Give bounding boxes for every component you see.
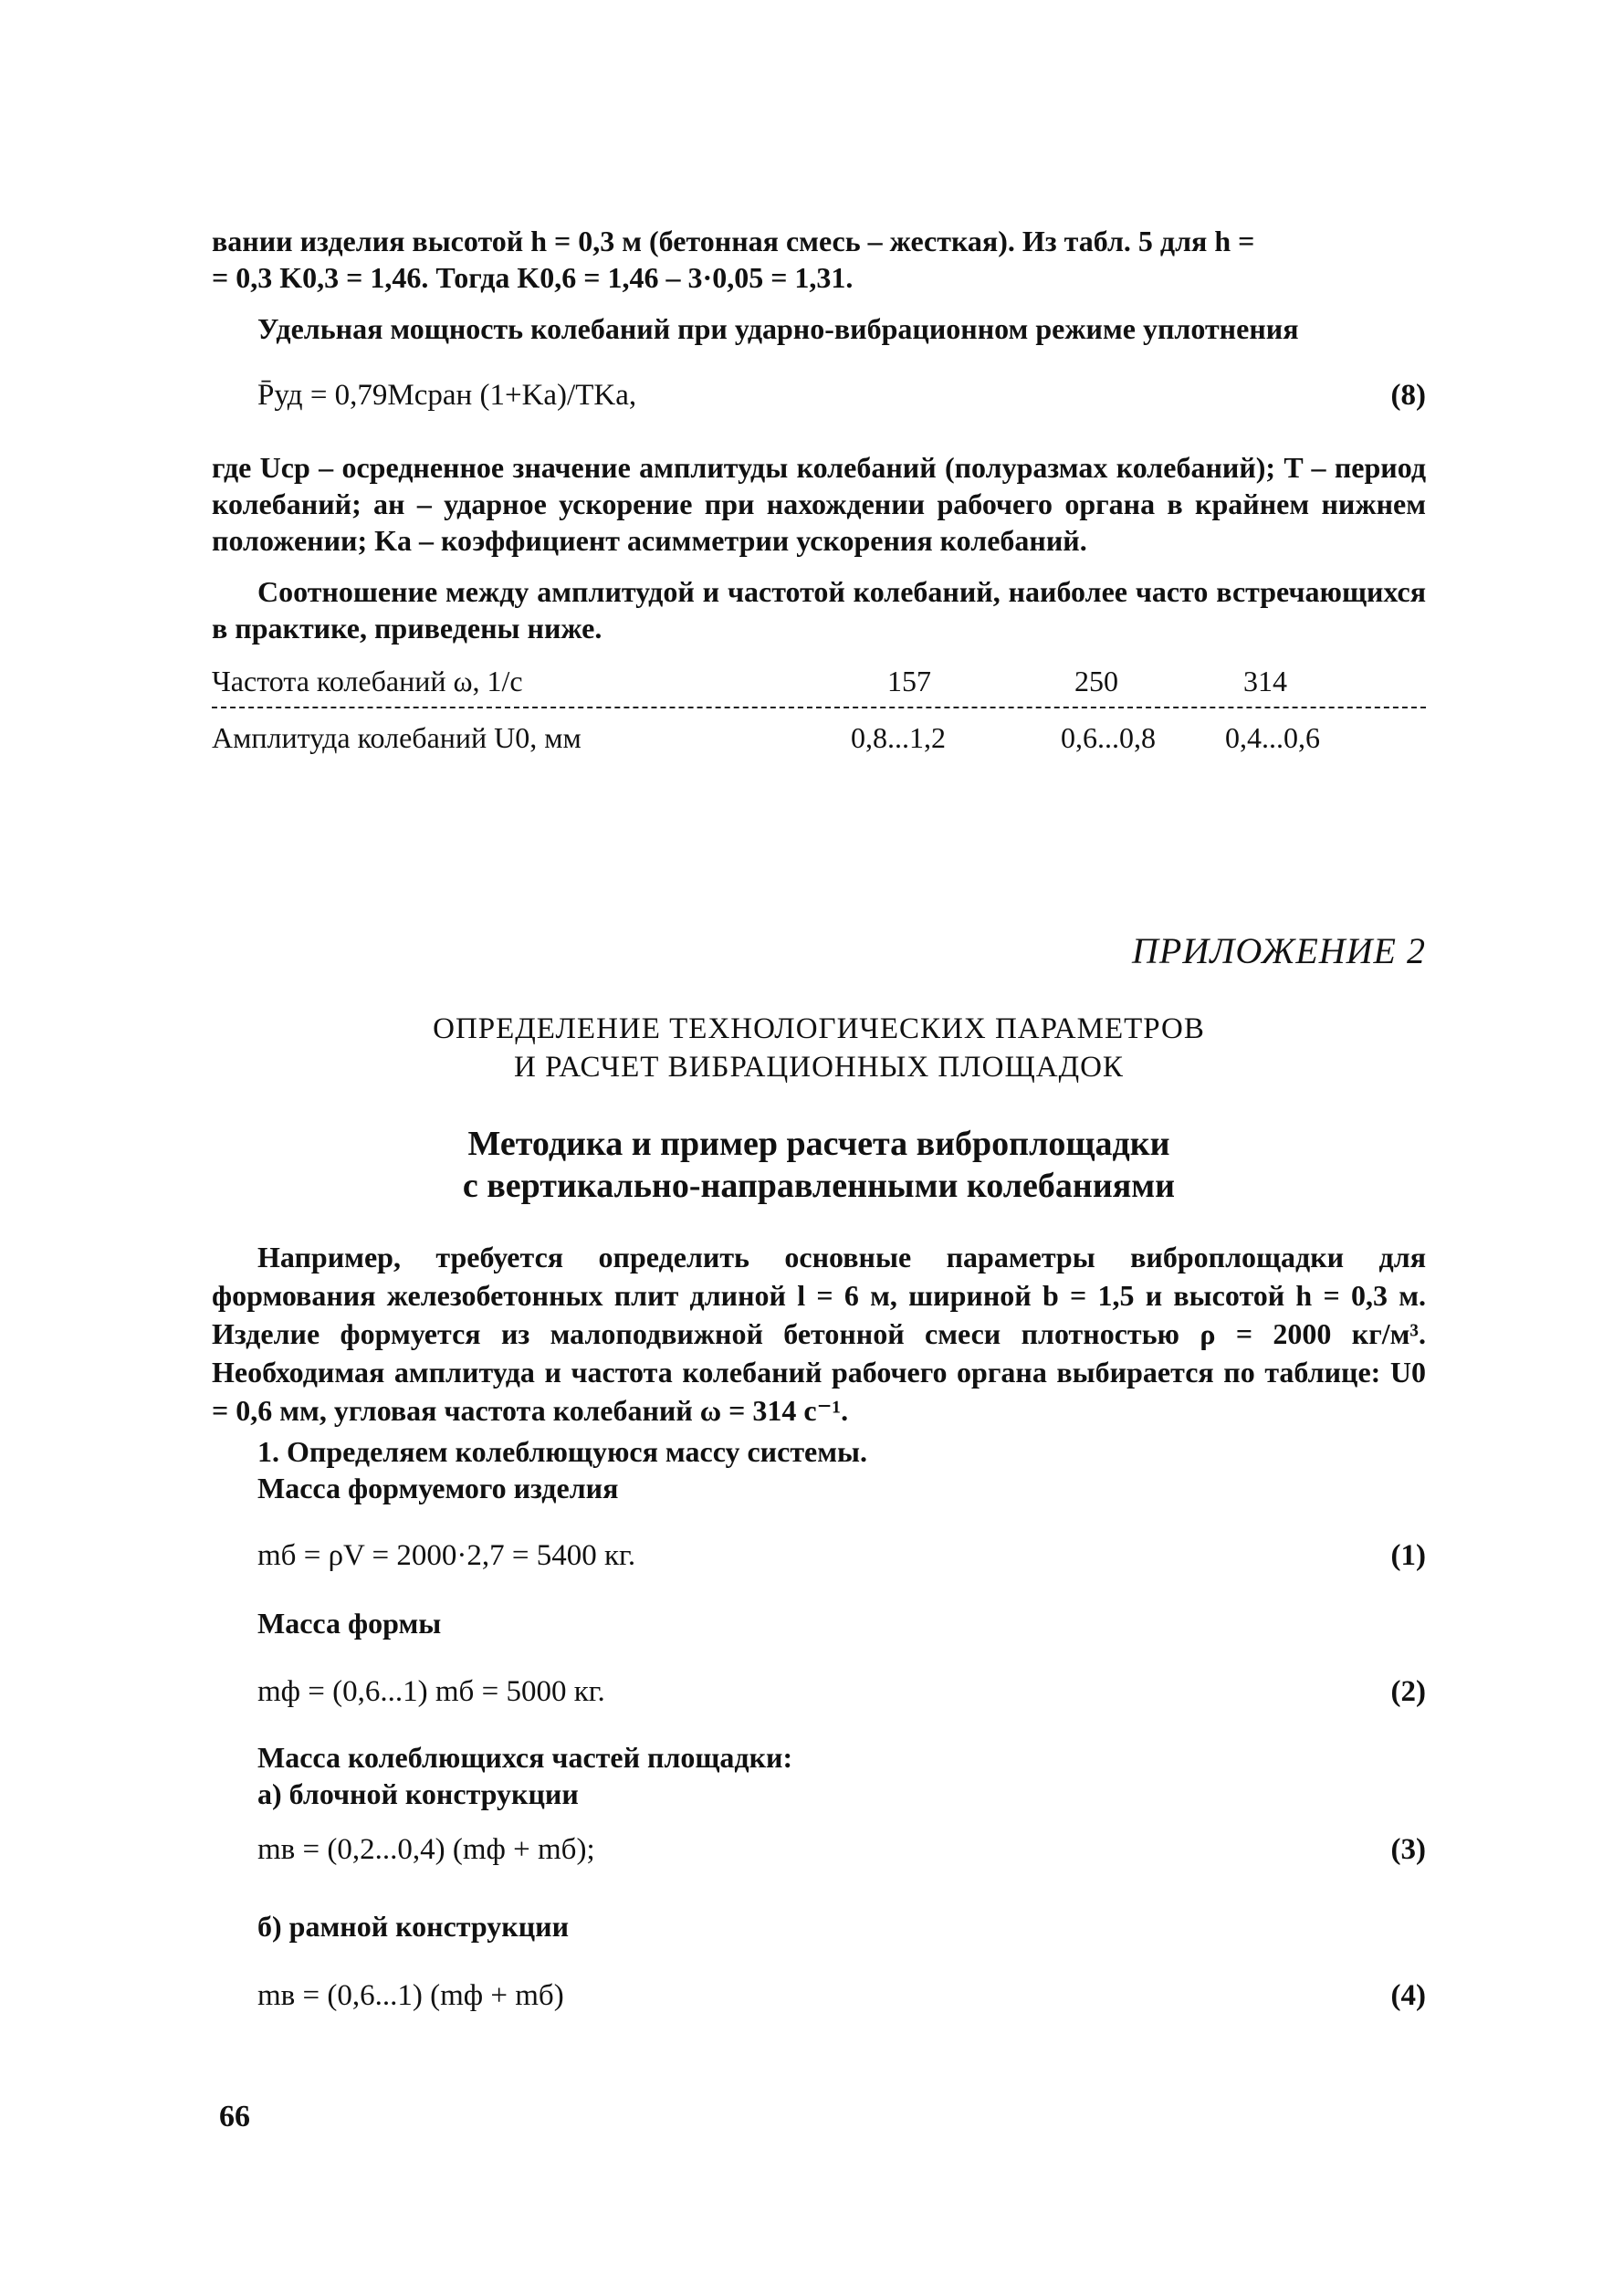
paragraph: Удельная мощность колебаний при ударно-вибрационном режиме уплотнения xyxy=(257,312,1299,345)
paragraph: а) блочной конструкции xyxy=(257,1777,579,1810)
table-cell: 0,6...0,8 xyxy=(1061,721,1156,754)
page-number: 66 xyxy=(219,2100,250,2133)
table-row xyxy=(212,716,1426,760)
table-divider xyxy=(212,707,1426,708)
formula-expression: mф = (0,6...1) mб = 5000 кг. xyxy=(257,1675,605,1708)
paragraph: 1. Определяем колеблющуюся массу системы. xyxy=(257,1435,868,1468)
method-title: с вертикально-направленными колебаниями xyxy=(462,1167,1176,1205)
formula-number: (8) xyxy=(1390,379,1426,412)
text-line: вании изделия высотой h = 0,3 м (бетонная смесь – жесткая). Из табл. 5 для h = xyxy=(212,225,1255,257)
formula-expression: mв = (0,2...0,4) (mф + mб); xyxy=(257,1833,595,1866)
formula-number: (3) xyxy=(1390,1833,1426,1866)
text-line: = 0,3 K0,3 = 1,46. Тогда K0,6 = 1,46 – 3·0,05 = 1,31. xyxy=(212,261,854,294)
appendix-label: ПРИЛОЖЕНИЕ 2 xyxy=(1132,930,1426,971)
mass-parts-block xyxy=(212,1739,1426,1812)
section-title: ОПРЕДЕЛЕНИЕ ТЕХНОЛОГИЧЕСКИХ ПАРАМЕТРОВ xyxy=(433,1012,1205,1045)
section-title: И РАСЧЕТ ВИБРАЦИОННЫХ ПЛОЩАДОК xyxy=(514,1051,1124,1084)
power-heading-block xyxy=(212,310,1426,347)
mass-form-block xyxy=(212,1605,1426,1641)
paragraph: Масса колеблющихся частей площадки: xyxy=(257,1741,793,1774)
formula-4 xyxy=(212,1970,1426,2021)
paragraph: Масса формы xyxy=(257,1607,442,1640)
top-text-block xyxy=(212,223,1426,296)
formula-2 xyxy=(212,1666,1426,1717)
table-row-label: Частота колебаний ω, 1/с xyxy=(212,665,523,697)
table-cell: 0,8...1,2 xyxy=(851,721,946,754)
where-paragraph xyxy=(212,449,1426,559)
frame-block xyxy=(212,1908,1426,1944)
paragraph: Например, требуется определить основные параметры виброплощадки для формования железобетонных плит длиной l = 6 м, шириной b = 1,5 и высотой h = 0,3 м. Изделие формуется из малоподвижной бетонной смеси плотностью ρ = 2000 кг/м³. Необходимая амплитуда и частота колебаний рабочего органа выбирается по таблице: U0 = 0,6 мм, угловая частота колебаний ω = 314 с⁻¹. xyxy=(212,1241,1426,1427)
paragraph: Масса формуемого изделия xyxy=(257,1472,619,1504)
example-intro xyxy=(212,1238,1426,1430)
formula-3 xyxy=(212,1824,1426,1875)
ratio-paragraph xyxy=(212,573,1426,646)
paragraph: Соотношение между амплитудой и частотой колебаний, наиболее часто встречающихся в практике, приведены ниже. xyxy=(212,575,1426,645)
formula-expression: mв = (0,6...1) (mф + mб) xyxy=(257,1979,564,2012)
method-title: Методика и пример расчета виброплощадки xyxy=(467,1125,1170,1163)
method-title-block xyxy=(212,1123,1426,1207)
table-row-label: Амплитуда колебаний U0, мм xyxy=(212,721,581,754)
table-row xyxy=(212,659,1426,703)
appendix-label-block xyxy=(212,929,1426,972)
formula-number: (2) xyxy=(1390,1675,1426,1708)
formula-expression: P̄уд = 0,79Mсрaн (1+Kа)/TKа, xyxy=(257,379,637,412)
table-cell: 0,4...0,6 xyxy=(1225,721,1320,754)
freq-table xyxy=(212,659,1426,760)
table-cell: 157 xyxy=(887,665,931,697)
paragraph: где Uср – осредненное значение амплитуды колебаний (полуразмах колебаний); T – период колебаний; aн – ударное ускорение при нахождении рабочего органа в крайнем нижнем положении; Kа – коэффициент асимметрии ускорения колебаний. xyxy=(212,451,1426,557)
table-cell: 250 xyxy=(1074,665,1118,697)
formula-number: (1) xyxy=(1390,1539,1426,1572)
formula-number: (4) xyxy=(1390,1979,1426,2012)
section-title-block xyxy=(212,1010,1426,1086)
formula-1 xyxy=(212,1530,1426,1581)
table-cell: 314 xyxy=(1243,665,1287,697)
step1-block xyxy=(212,1433,1426,1506)
paragraph: б) рамной конструкции xyxy=(257,1910,570,1943)
formula-8 xyxy=(212,370,1426,421)
formula-expression: mб = ρV = 2000·2,7 = 5400 кг. xyxy=(257,1539,636,1572)
